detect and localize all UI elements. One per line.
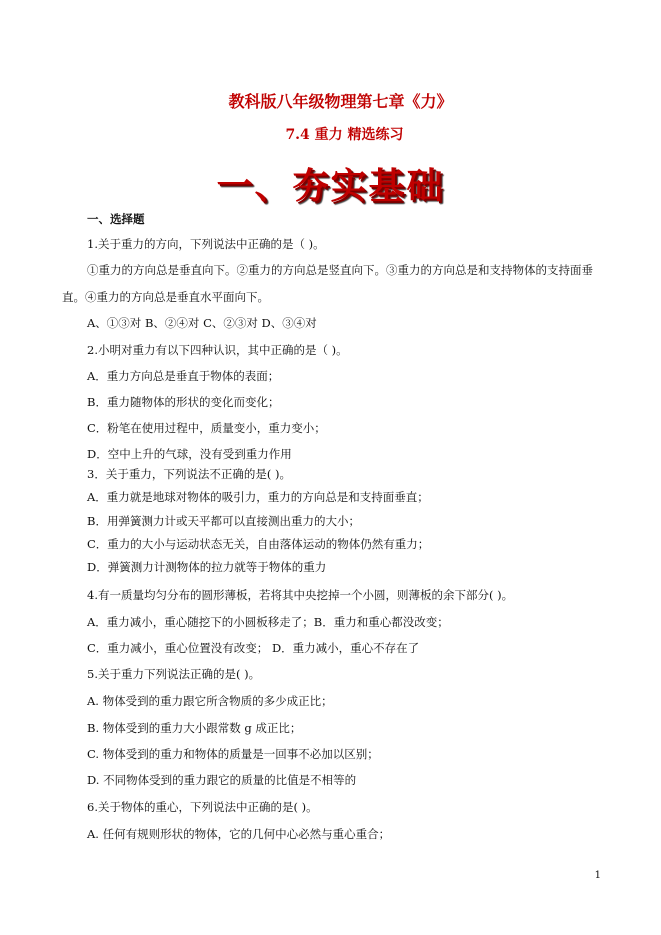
question-2-option-d: D．空中上升的气球，没有受到重力作用 bbox=[87, 447, 292, 461]
question-5: 5.关于重力下列说法正确的是( )。 bbox=[87, 667, 261, 681]
question-5-option-c: C. 物体受到的重力和物体的质量是一回事不必加以区别； bbox=[87, 747, 379, 761]
question-4: 4.有一质量均匀分布的圆形薄板，若将其中央挖掉一个小圆，则薄板的余下部分( )。 bbox=[87, 588, 514, 602]
section-title: 一、选择题 bbox=[87, 212, 145, 226]
question-5-option-b: B. 物体受到的重力大小跟常数 g 成正比； bbox=[87, 721, 302, 735]
question-1-options: A、①③对 B、②④对 C、②③对 D、③④对 bbox=[87, 316, 317, 330]
question-3-option-a: A．重力就是地球对物体的吸引力，重力的方向总是和支持面垂直； bbox=[87, 490, 429, 504]
question-2: 2.小明对重力有以下四种认识，其中正确的是（ )。 bbox=[87, 343, 348, 357]
question-2-option-b: B．重力随物体的形状的变化而变化； bbox=[87, 395, 280, 409]
question-1-statement-cont: 直。④重力的方向总是垂直水平面向下。 bbox=[62, 290, 269, 304]
document-title: 教科版八年级物理第七章《力》 bbox=[228, 92, 453, 111]
question-1-statement: ①重力的方向总是垂直向下。②重力的方向总是竖直向下。③重力的方向总是和支持物体的支持面垂 bbox=[87, 263, 593, 277]
section-banner: 一、夯实基础 bbox=[216, 166, 445, 207]
question-5-option-d: D. 不同物体受到的重力跟它的质量的比值是不相等的 bbox=[87, 773, 357, 787]
page-number: 1 bbox=[594, 870, 601, 881]
question-5-option-a: A. 物体受到的重力跟它所含物质的多少成正比； bbox=[87, 694, 333, 708]
question-2-option-a: A．重力方向总是垂直于物体的表面； bbox=[87, 369, 280, 383]
question-3-option-c: C．重力的大小与运动状态无关，自由落体运动的物体仍然有重力； bbox=[87, 537, 430, 551]
question-4-options-ab: A．重力减小，重心随挖下的小圆板移走了；B．重力和重心都没改变； bbox=[87, 615, 449, 629]
question-1: 1.关于重力的方向，下列说法中正确的是（ )。 bbox=[87, 237, 325, 251]
question-3-option-d: D．弹簧测力计测物体的拉力就等于物体的重力 bbox=[87, 560, 327, 574]
document-subtitle: 7.4 重力 精选练习 bbox=[285, 127, 404, 143]
question-2-option-c: C．粉笔在使用过程中，质量变小，重力变小； bbox=[87, 421, 326, 435]
question-6: 6.关于物体的重心，下列说法中正确的是( )。 bbox=[87, 800, 318, 814]
question-6-option-a: A. 任何有规则形状的物体，它的几何中心必然与重心重合； bbox=[87, 827, 391, 841]
question-3: 3．关于重力，下列说法不正确的是( )。 bbox=[87, 467, 291, 481]
question-4-options-cd: C．重力减小，重心位置没有改变； D．重力减小，重心不存在了 bbox=[87, 641, 420, 655]
question-3-option-b: B．用弹簧测力计或天平都可以直接测出重力的大小； bbox=[87, 514, 360, 528]
